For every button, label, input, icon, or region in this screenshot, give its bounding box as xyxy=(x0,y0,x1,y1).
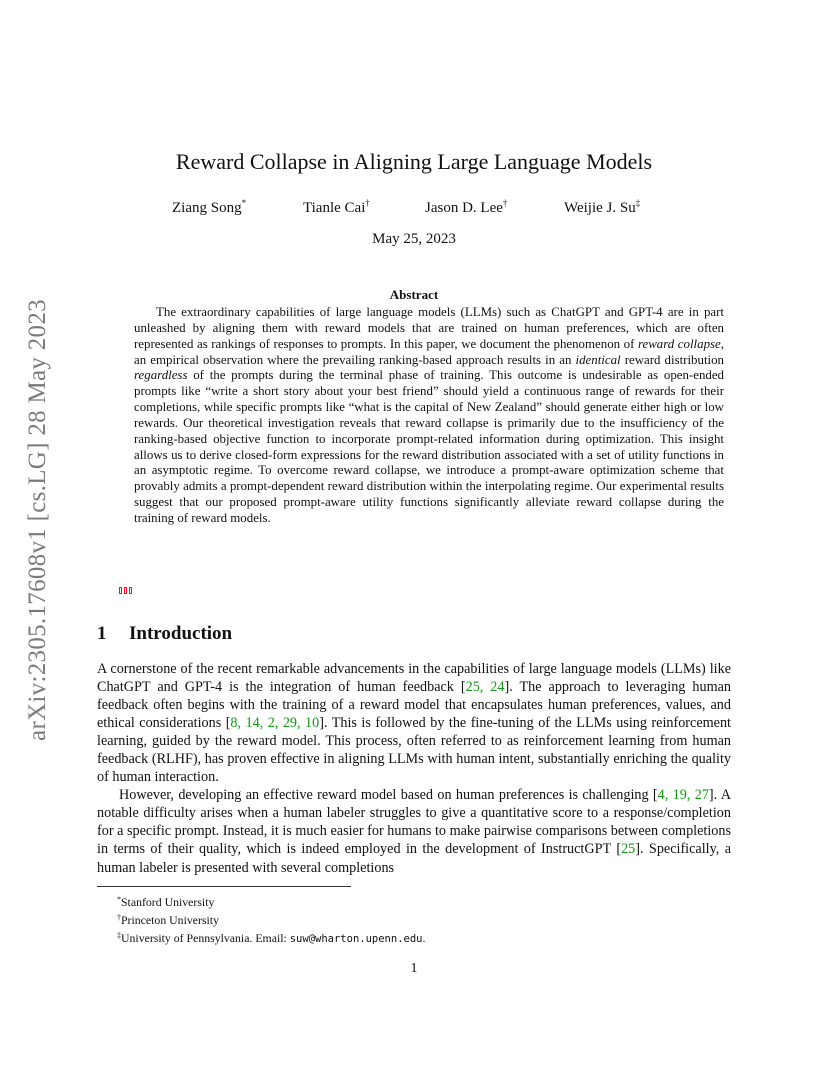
abstract-text: The extraordinary capabilities of large language models (LLMs) such as ChatGPT and GPT-4 are in part unleashed by aligning them with reward models that are trained on human preferences, which are often represented as rankings of responses to prompts. In this paper, we document the phenomenon of reward collapse, an empirical observation where the prevailing ranking-based approach results in an identical reward distribution regardless of the prompts during the terminal phase of training. This outcome is undesirable as open-ended prompts like “write a short story about your best friend” should yield a continuous range of rewards for their completions, while specific prompts like “what is the capital of New Zealand” should generate either high or low rewards. Our theoretical investigation reveals that reward collapse is primarily due to the insufficiency of the ranking-based objective function to incorporate prompt-related information during optimization. This insight allows us to derive closed-form expressions for the reward distribution associated with a set of utility functions in an asymptotic regime. To overcome reward collapse, we introduce a prompt-aware optimization scheme that provably admits a prompt-dependent reward distribution within the interpolating regime. Our experimental results suggest that our proposed prompt-aware utility functions significantly alleviate reward collapse during the training of reward models. xyxy=(134,305,724,525)
page-number: 1 xyxy=(410,961,418,976)
email-link[interactable]: suw@wharton.upenn.edu xyxy=(289,933,423,945)
author: Tianle Cai† xyxy=(303,198,370,216)
section-heading xyxy=(97,623,232,645)
section-title: Introduction xyxy=(129,623,233,644)
footnotes xyxy=(117,892,425,947)
arxiv-side-stamp xyxy=(18,280,58,760)
footnote: ‡University of Pennsylvania. Email: suw@wharton.upenn.edu. xyxy=(117,931,426,945)
footnote: *Stanford University xyxy=(117,895,215,909)
author: Ziang Song* xyxy=(172,198,247,216)
paper-title: Reward Collapse in Aligning Large Language Models xyxy=(175,149,653,174)
citation-link[interactable]: 4, 19, 27 xyxy=(657,787,709,804)
footnote-divider xyxy=(97,886,351,887)
citation-link[interactable]: 25, 24 xyxy=(465,679,505,696)
paragraph: A cornerstone of the recent remarkable advancements in the capabilities of large language models (LLMs) like ChatGPT and GPT-4 is the integration of human feedback [25, 24]. The approach to leveraging human feedback often begins with the training of a reward model that encapsulates human preferences, values, and ethical considerations [8, 14, 2, 29, 10]. This is followed by the fine-tuning of the LLMs using reinforcement learning, guided by the reward model. This process, often referred to as reinforcement learning from human feedback (RLHF), has proven effective in aligning LLMs with human intent, substantially enriching the quality of human interaction. xyxy=(97,661,731,786)
author: Jason D. Lee† xyxy=(425,198,508,216)
citation-link[interactable]: 8, 14, 2, 29, 10 xyxy=(230,715,320,732)
section-number: 1 xyxy=(97,623,107,644)
paper-date: May 25, 2023 xyxy=(372,231,456,247)
arxiv-identifier: arXiv:2305.17608v1 [cs.LG] 28 May 2023 xyxy=(24,299,51,741)
citation-link[interactable]: 25 xyxy=(621,841,636,858)
author: Weijie J. Su‡ xyxy=(564,198,641,216)
red-marker-icon xyxy=(119,587,132,594)
abstract-heading: Abstract xyxy=(389,287,439,302)
paragraph: However, developing an effective reward model based on human preferences is challenging [4, 19, 27]. A notable difficulty arises when a human labeler struggles to give a quantitative score to a response/completion for a specific prompt. Instead, it is much easier for humans to make pairwise comparisons between completions in terms of their quality, which is indeed employed in the development of InstructGPT [25]. Specifically, a human labeler is presented with several completions xyxy=(97,787,732,876)
introduction-body xyxy=(97,660,731,877)
author-list xyxy=(172,198,672,220)
footnote: †Princeton University xyxy=(117,913,219,927)
